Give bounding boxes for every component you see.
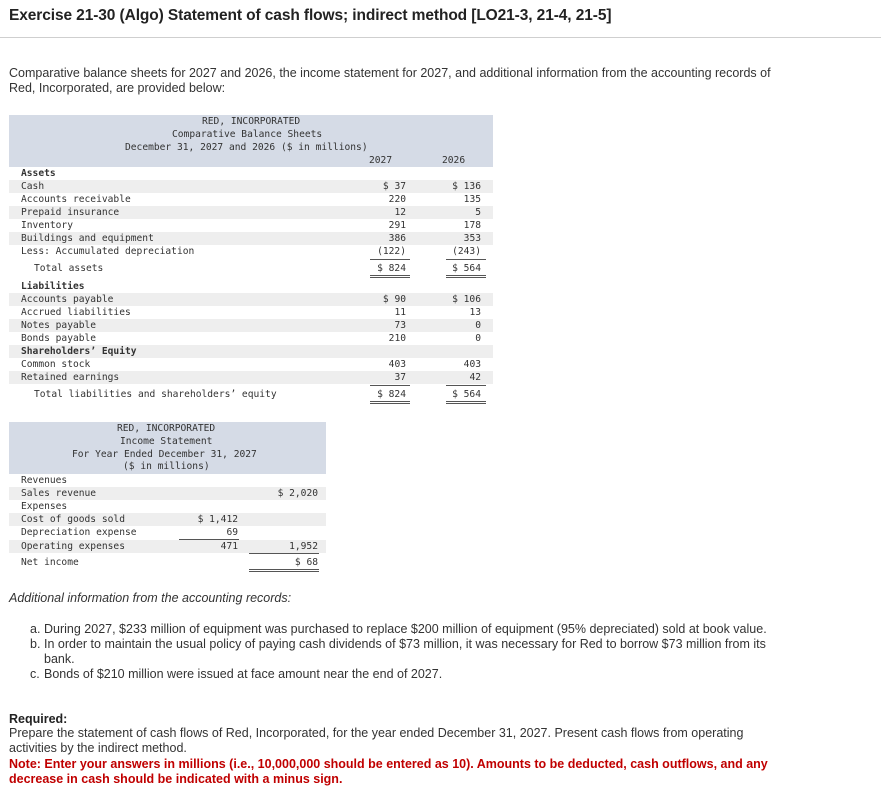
income-statement-table — [9, 422, 326, 572]
value-total: $ 2,020 — [277, 488, 318, 499]
row-label: Cost of goods sold — [21, 514, 125, 525]
table-row — [9, 193, 493, 206]
table-row-total — [9, 556, 326, 569]
revenues-header: Revenues — [21, 475, 68, 486]
bs-date: December 31, 2027 and 2026 ($ in millions) — [125, 142, 368, 153]
value-2026: 0 — [475, 320, 481, 331]
list-marker: b. — [30, 637, 41, 651]
list-marker: a. — [30, 622, 41, 636]
row-label: Accounts receivable — [21, 194, 131, 205]
table-row-total — [9, 262, 493, 275]
list-text: During 2027, $233 million of equipment was purchased to replace $200 million of equipment (95% depreciated) sold at book value. — [44, 622, 767, 636]
table-row — [9, 245, 493, 258]
value-2027: 220 — [388, 194, 406, 205]
double-underline — [446, 275, 486, 278]
table-row — [9, 513, 326, 526]
row-label: Net income — [21, 557, 79, 568]
value-2027: 12 — [394, 207, 406, 218]
double-underline — [370, 275, 410, 278]
row-label: Buildings and equipment — [21, 233, 154, 244]
is-title: Income Statement — [120, 436, 213, 447]
additional-list — [30, 622, 795, 682]
row-label: Prepaid insurance — [21, 207, 120, 218]
is-period: For Year Ended December 31, 2027 — [72, 449, 257, 460]
value-detail: 69 — [226, 527, 238, 538]
list-text: Bonds of $210 million were issued at face amount near the end of 2027. — [44, 667, 443, 681]
value-2027: $ 824 — [377, 263, 406, 274]
page-title: Exercise 21-30 (Algo) Statement of cash flows; indirect method [LO21-3, 21-4, 21-5] — [9, 7, 612, 24]
list-item — [30, 637, 795, 667]
table-row — [9, 526, 326, 539]
list-marker: c. — [30, 667, 40, 681]
intro-text: Comparative balance sheets for 2027 and 2026, the income statement for 2027, and additional information from the accounting records of Red, Incorporated, are provided below: — [9, 66, 771, 95]
income-statement-header — [9, 422, 326, 474]
required-text: Prepare the statement of cash flows of Red, Incorporated, for the year ended December 31, 2027. Present cash flows from operating activities by the indirect method. — [9, 726, 744, 755]
row-label: Less: Accumulated depreciation — [21, 246, 195, 257]
value-2026: $ 564 — [452, 263, 481, 274]
value-2027: $ 824 — [377, 389, 406, 400]
list-item — [30, 667, 795, 682]
value-2027: (122) — [377, 246, 406, 257]
additional-heading: Additional information from the accounting records: — [9, 591, 292, 605]
value-2027: 291 — [388, 220, 406, 231]
value-2026: 0 — [475, 333, 481, 344]
underline — [446, 385, 486, 386]
equity-header: Shareholders’ Equity — [21, 346, 137, 357]
double-underline — [446, 401, 486, 404]
list-item — [30, 622, 795, 637]
bs-liabilities-header-row — [9, 280, 493, 293]
row-label: Operating expenses — [21, 541, 125, 552]
balance-sheet-table — [9, 115, 493, 405]
table-row — [9, 232, 493, 245]
table-row — [9, 180, 493, 193]
balance-sheet-header — [9, 115, 493, 167]
row-label: Inventory — [21, 220, 73, 231]
value-2026: 5 — [475, 207, 481, 218]
bs-col-2026: 2026 — [442, 155, 466, 166]
row-label: Accrued liabilities — [21, 307, 131, 318]
value-2027: 11 — [394, 307, 406, 318]
value-detail: $ 1,412 — [197, 514, 238, 525]
entry-note: Note: Enter your answers in millions (i.e., 10,000,000 should be entered as 10). Amounts to be deducted, cash outflows, and any decrease in cash should be indicated with a minus sign. — [9, 757, 768, 786]
double-underline — [249, 569, 319, 572]
liabilities-header: Liabilities — [21, 281, 85, 292]
underline — [446, 259, 486, 260]
row-label: Cash — [21, 181, 45, 192]
table-row — [9, 219, 493, 232]
value-total: $ 68 — [294, 557, 318, 568]
is-expenses-header-row — [9, 500, 326, 513]
value-2026: 42 — [469, 372, 481, 383]
assets-header: Assets — [21, 168, 56, 179]
row-label: Retained earnings — [21, 372, 120, 383]
table-row — [9, 487, 326, 500]
title-divider — [0, 37, 881, 38]
table-row — [9, 358, 493, 371]
table-row — [9, 306, 493, 319]
value-2026: 353 — [463, 233, 481, 244]
table-row — [9, 332, 493, 345]
value-2027: 73 — [394, 320, 406, 331]
value-total: 1,952 — [289, 541, 318, 552]
bs-equity-header-row — [9, 345, 493, 358]
value-2026: (243) — [452, 246, 481, 257]
value-2027: 403 — [388, 359, 406, 370]
is-revenues-header-row — [9, 474, 326, 487]
list-text: In order to maintain the usual policy of paying cash dividends of $73 million, it was necessary for Red to borrow $73 million from its bank. — [44, 637, 766, 666]
value-2026: 135 — [463, 194, 481, 205]
underline — [249, 553, 319, 554]
value-2026: $ 564 — [452, 389, 481, 400]
row-label: Total assets — [34, 263, 104, 274]
table-row — [9, 540, 326, 553]
underline — [370, 259, 410, 260]
required-heading: Required: — [9, 712, 68, 726]
value-detail: 471 — [220, 541, 238, 552]
value-2026: $ 106 — [452, 294, 481, 305]
row-label: Total liabilities and shareholders’ equity — [34, 389, 277, 400]
row-label: Common stock — [21, 359, 91, 370]
underline — [370, 385, 410, 386]
row-label: Bonds payable — [21, 333, 97, 344]
table-row — [9, 319, 493, 332]
is-company: RED, INCORPORATED — [117, 423, 216, 434]
value-2027: 386 — [388, 233, 406, 244]
value-2026: 178 — [463, 220, 481, 231]
is-units: ($ in millions) — [123, 461, 210, 472]
table-row-total — [9, 388, 493, 401]
double-underline — [370, 401, 410, 404]
bs-col-2027: 2027 — [369, 155, 393, 166]
row-label: Accounts payable — [21, 294, 114, 305]
value-2027: 210 — [388, 333, 406, 344]
table-row — [9, 206, 493, 219]
table-row — [9, 293, 493, 306]
table-row — [9, 371, 493, 384]
expenses-header: Expenses — [21, 501, 68, 512]
value-2027: 37 — [394, 372, 406, 383]
bs-assets-header-row — [9, 167, 493, 180]
bs-title: Comparative Balance Sheets — [172, 129, 323, 140]
value-2026: 13 — [469, 307, 481, 318]
bs-company: RED, INCORPORATED — [202, 116, 301, 127]
value-2027: $ 90 — [382, 294, 406, 305]
row-label: Depreciation expense — [21, 527, 137, 538]
row-label: Notes payable — [21, 320, 97, 331]
row-label: Sales revenue — [21, 488, 97, 499]
value-2026: $ 136 — [452, 181, 481, 192]
value-2027: $ 37 — [382, 181, 406, 192]
value-2026: 403 — [463, 359, 481, 370]
